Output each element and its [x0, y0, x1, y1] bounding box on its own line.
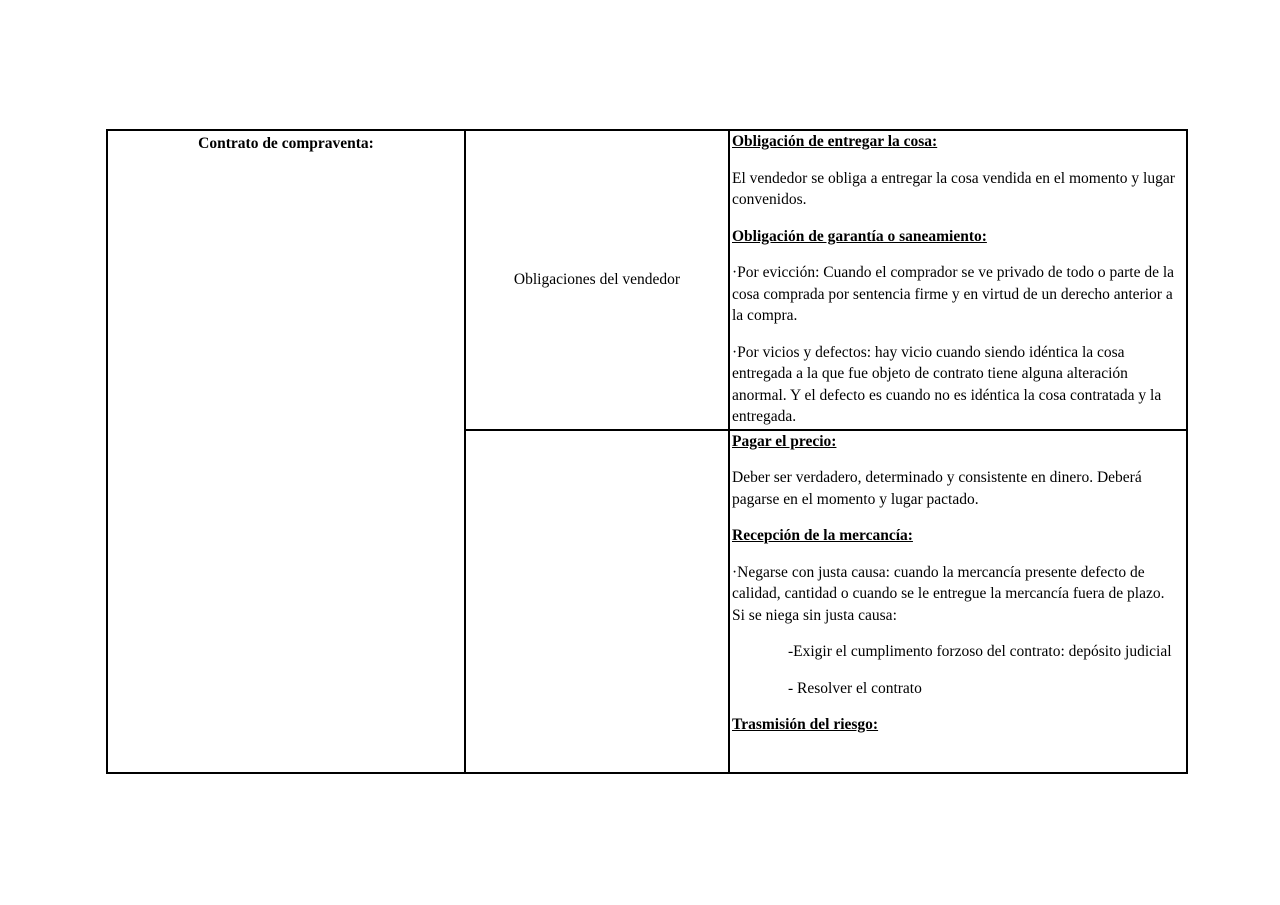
refusal-text: ·Negarse con justa causa: cuando la mercancía presente defecto de calidad, cantidad o cuando se le entregue la mercancía fuera de plazo. Si se niega sin justa causa: [732, 563, 1165, 624]
contract-title: Contrato de compraventa: [198, 135, 374, 152]
price-heading: Pagar el precio: [732, 432, 837, 450]
seller-obligations-label: Obligaciones del vendedor [513, 271, 681, 289]
delivery-text: El vendedor se obliga a entregar la cosa vendida en el momento y lugar convenidos. [732, 169, 1175, 208]
table-row [107, 130, 1187, 430]
option-resolve-contract: - Resolver el contrato [788, 679, 922, 697]
contract-table [106, 129, 1188, 774]
buyer-obligations-cell [729, 430, 1187, 773]
eviction-text: ·Por evicción: Cuando el comprador se ve privado de todo o parte de la cosa comprada por sentencia firme y en virtud de un derecho anterior a la compra. [732, 264, 1175, 324]
price-text: Deber ser verdadero, determinado y consistente en dinero. Deberá pagarse en el momento y lugar pactado. [732, 469, 1142, 508]
buyer-label-cell [465, 430, 729, 773]
seller-label-cell [465, 130, 729, 430]
delivery-heading: Obligación de entregar la cosa: [732, 133, 938, 150]
risk-heading: Trasmisión del riesgo: [732, 716, 879, 734]
seller-obligations-cell [729, 130, 1187, 430]
contract-title-cell [107, 130, 465, 773]
option-enforce-contract: -Exigir el cumplimento forzoso del contrato: depósito judicial [788, 643, 1172, 661]
reception-heading: Recepción de la mercancía: [732, 527, 913, 545]
warranty-heading: Obligación de garantía o saneamiento: [732, 227, 987, 245]
defects-text: ·Por vicios y defectos: hay vicio cuando siendo idéntica la cosa entregada a la que fue objeto de contrato tiene alguna alteración anormal. Y el defecto es cuando no es idéntica la cosa contratada y la entregada. [732, 343, 1162, 425]
